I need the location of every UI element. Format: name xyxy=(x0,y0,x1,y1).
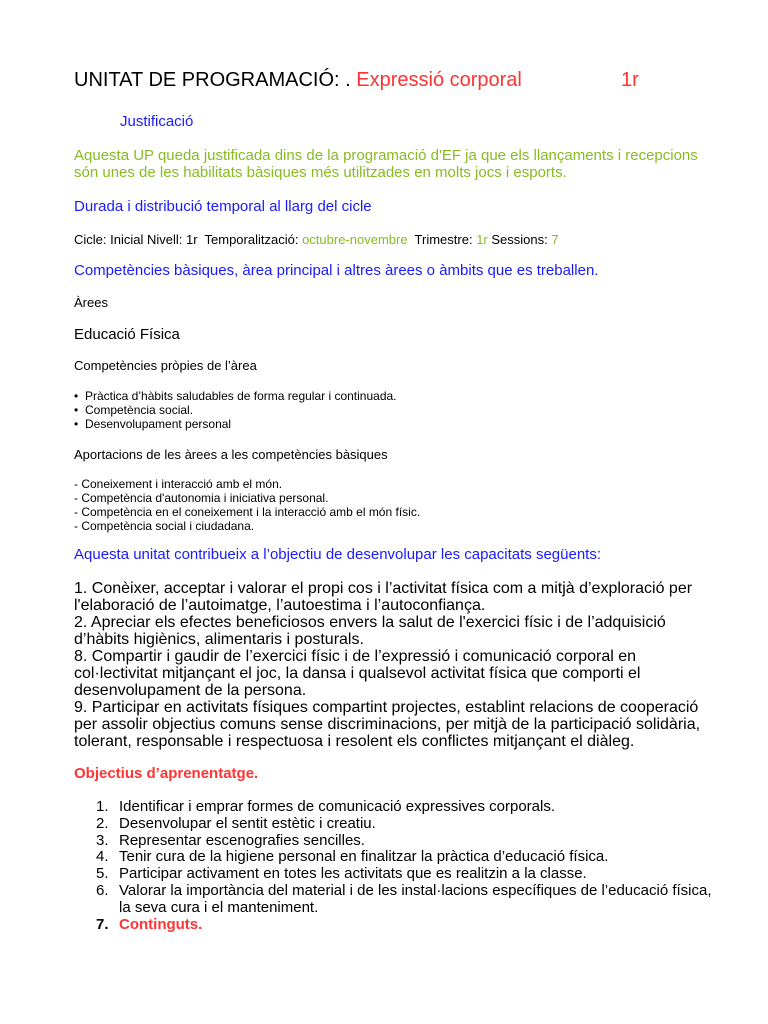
list-item: - Competència social i ciudadana. xyxy=(74,519,255,533)
list-item: • Competència social. xyxy=(74,403,397,417)
list-item: 7. Continguts. xyxy=(96,915,203,933)
duration-line xyxy=(74,232,559,247)
objectives-heading: Objectius d’aprenentatge. xyxy=(74,765,259,782)
own-competences-list xyxy=(74,389,397,431)
competences-heading: Competències bàsiques, àrea principal i altres àrees o àmbits que es treballen. xyxy=(74,262,599,279)
capacity-line: desenvolupament de la persona. xyxy=(74,682,307,699)
duration-heading: Durada i distribució temporal al llarg del cicle xyxy=(74,198,372,215)
list-item: • Desenvolupament personal xyxy=(74,417,397,431)
capacity-line: d’hàbits higiènics, alimentaris i posturals. xyxy=(74,631,364,648)
cycle-label: Cicle: Inicial Nivell: 1r Temporalització: xyxy=(74,232,303,247)
list-item: 2. Desenvolupar el sentit estètic i creatiu. xyxy=(96,814,376,832)
list-item: 1. Identificar i emprar formes de comunicació expressives corporals. xyxy=(96,798,556,815)
list-item: - Competència d'autonomia i iniciativa personal. xyxy=(74,491,329,505)
contributions-list xyxy=(74,477,420,533)
justification-text: Aquesta UP queda justificada dins de la programació d'EF ja que els llançaments i recepcions són unes de les habilitats bàsiques més utilitzades en molts jocs i esports. xyxy=(74,147,698,181)
list-item: - Competència en el coneixement i la interacció amb el món físic. xyxy=(74,505,421,519)
capacity-line: l'elaboració de l’autoimatge, l’autoestima i l’autoconfiança. xyxy=(74,597,486,614)
capacities-heading: Aquesta unitat contribueix a l’objectiu de desenvolupar les capacitats següents: xyxy=(74,546,601,563)
list-item: 3. Representar escenografies sencilles. xyxy=(96,831,365,849)
capacity-line: 8. Compartir i gaudir de l’exercici físic i de l’expressió i comunicació corporal en xyxy=(74,648,637,665)
capacity-line: per assolir objectius comuns sense discriminacions, per mitjà de la participació solidària, xyxy=(74,716,701,733)
list-item: 4. Tenir cura de la higiene personal en finalitzar la pràctica d’educació física. xyxy=(96,848,609,866)
list-item: - Coneixement i interacció amb el món. xyxy=(74,477,283,491)
capacities-list xyxy=(74,580,700,750)
contributions-label: Aportacions de les àrees a les competències bàsiques xyxy=(74,447,388,462)
sessions-value: 7 xyxy=(551,232,559,247)
term-value: 1r xyxy=(476,232,488,247)
capacity-line: 9. Participar en activitats físiques compartint projectes, establint relacions de cooperació xyxy=(74,699,699,716)
capacity-line: col·lectivitat mitjançant el joc, la dansa i qualsevol activitat física que comporti el xyxy=(74,665,641,682)
title-topic: Expressió corporal xyxy=(356,69,522,91)
objectives-list xyxy=(96,799,716,933)
area-name: Educació Física xyxy=(74,326,180,343)
contents-heading: Continguts. xyxy=(119,915,203,933)
list-item: 5. Participar activament en totes les activitats que es realitzin a la classe. xyxy=(96,865,587,883)
sessions-label: Sessions: xyxy=(487,232,552,247)
page-title xyxy=(74,68,639,92)
justification-heading: Justificació xyxy=(120,113,194,130)
list-item: 6. Valorar la importància del material i de les instal·lacions específiques de l’educació física, la seva cura i el manteniment. xyxy=(96,881,712,916)
term-label: Trimestre: xyxy=(407,232,477,247)
capacity-line: tolerant, responsable i respectuosa i resolent els conflictes mitjançant el diàleg. xyxy=(74,733,635,750)
title-level: 1r xyxy=(621,69,639,91)
title-prefix: UNITAT DE PROGRAMACIÓ: . xyxy=(74,69,357,91)
list-item: • Pràctica d’hàbits saludables de forma regular i continuada. xyxy=(74,389,397,403)
own-competences-label: Competències pròpies de l’àrea xyxy=(74,358,257,373)
areas-label: Àrees xyxy=(74,295,108,310)
capacity-line: 2. Apreciar els efectes beneficiosos envers la salut de l'exercici físic i de l’adquisició xyxy=(74,614,666,631)
capacity-line: 1. Conèixer, acceptar i valorar el propi cos i l’activitat física com a mitjà d’exploració per xyxy=(74,580,693,597)
timing-value: octubre-novembre xyxy=(302,232,408,247)
